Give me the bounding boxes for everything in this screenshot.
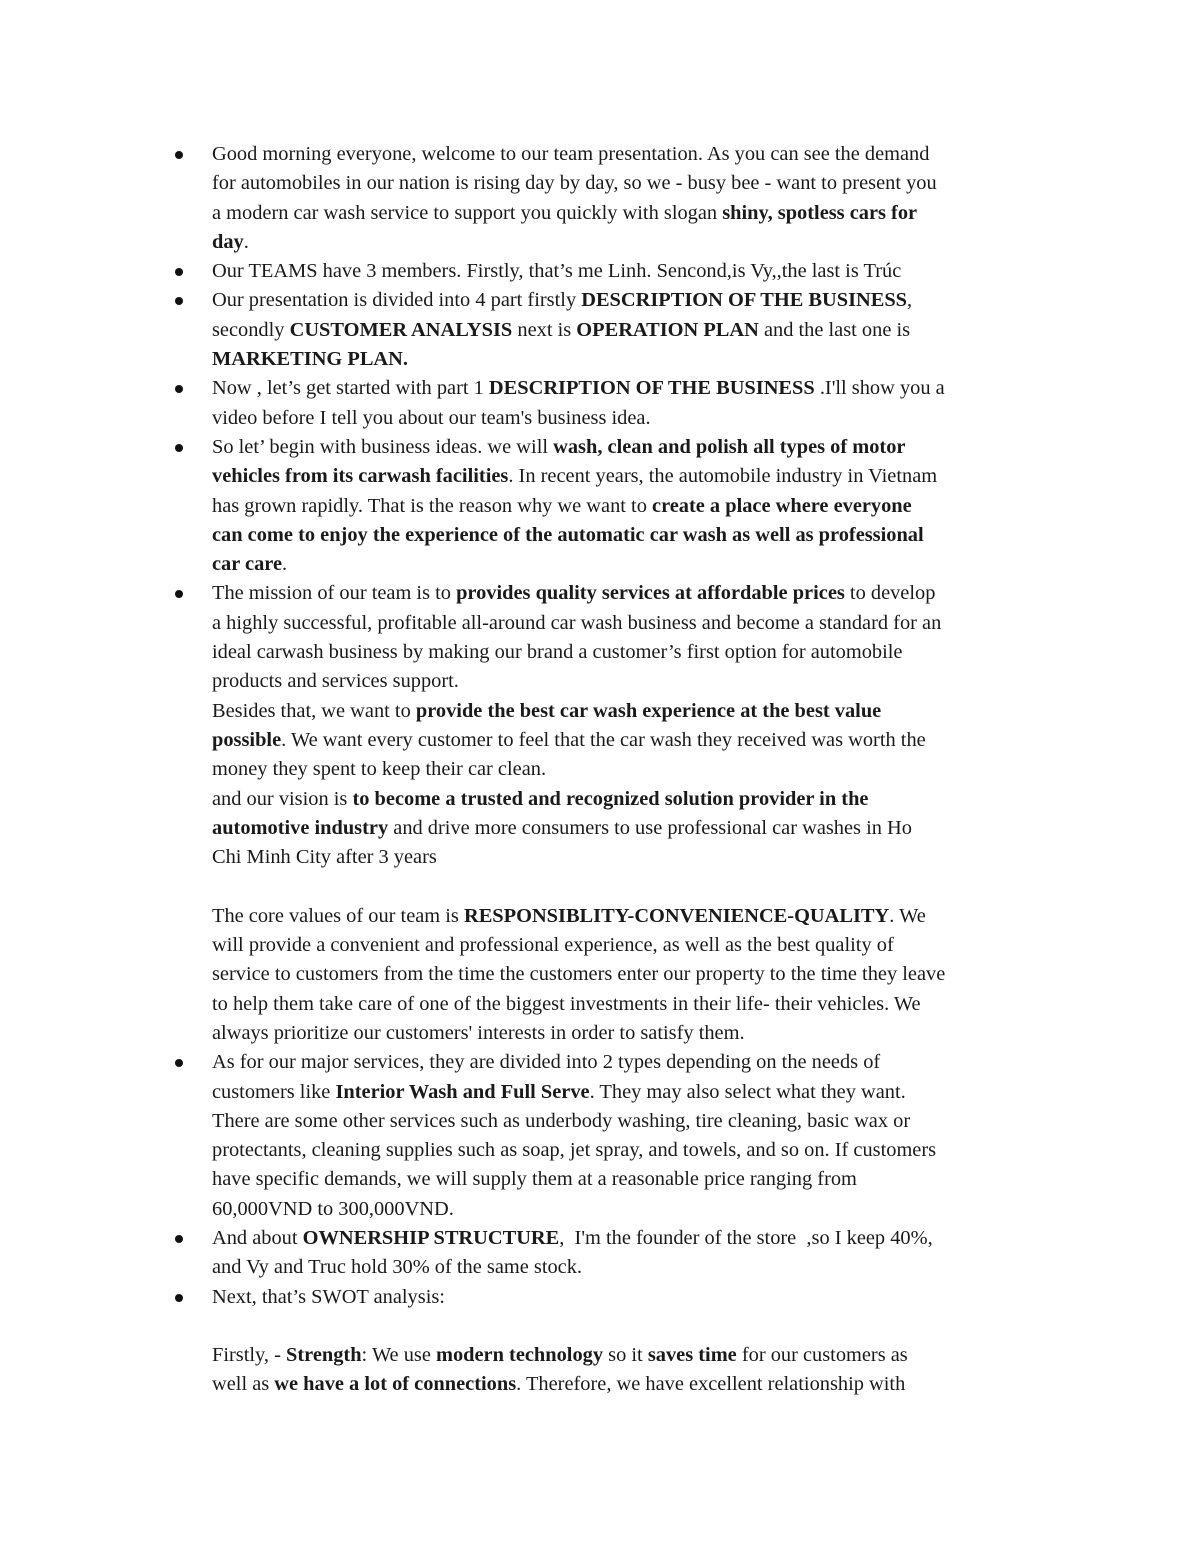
- text-line: [212, 814, 1072, 843]
- text-run: .: [243, 230, 249, 253]
- text-run: , I'm the founder of the store ,so I keep 40%,: [559, 1226, 933, 1249]
- text-line: [212, 433, 1072, 462]
- text-line: [212, 579, 1072, 608]
- bold-text: OPERATION PLAN: [576, 318, 759, 341]
- text-run: and the last one is: [758, 318, 911, 341]
- text-run: have specific demands, we will supply them at a reasonable price ranging from: [212, 1168, 857, 1191]
- bold-text: car care: [212, 553, 283, 576]
- list-item: [0, 1283, 1072, 1400]
- text-line: [212, 199, 1072, 228]
- text-run: money they spent to keep their car clean.: [212, 758, 547, 781]
- text-line: [212, 140, 1072, 169]
- text-run: .: [282, 553, 288, 576]
- bullet-icon: [175, 590, 183, 598]
- text-run: The mission of our team is to: [212, 582, 457, 605]
- text-line: [212, 1253, 1072, 1282]
- text-line: [212, 550, 1072, 579]
- text-run: service to customers from the time the customers enter our property to the time they leave: [212, 963, 946, 986]
- text-run: and our vision is: [212, 787, 353, 810]
- bold-text: provide the best car wash experience at the best value: [415, 699, 882, 722]
- list-item: [0, 140, 1072, 257]
- text-run: . We: [889, 904, 926, 927]
- bold-text: MARKETING PLAN.: [212, 348, 408, 371]
- list-item: [0, 1224, 1072, 1283]
- text-line: [212, 1048, 1072, 1077]
- text-run: video before I tell you about our team's business idea.: [212, 406, 651, 429]
- text-line: [212, 1136, 1072, 1165]
- text-run: . They may also select what they want.: [589, 1080, 906, 1103]
- text-run: . Therefore, we have excellent relationship with: [516, 1373, 906, 1396]
- bold-text: we have a lot of connections: [274, 1373, 517, 1396]
- text-run: Chi Minh City after 3 years: [212, 846, 437, 869]
- text-run: has grown rapidly. That is the reason why we want to: [212, 494, 653, 517]
- text-line: [212, 1019, 1072, 1048]
- text-line: [212, 667, 1072, 696]
- bold-text: possible: [212, 728, 282, 751]
- list-item: [0, 257, 1072, 286]
- text-run: to develop: [844, 582, 936, 605]
- text-run: for our customers as: [736, 1344, 908, 1367]
- text-run: . We want every customer to feel that the car wash they received was worth the: [281, 728, 926, 751]
- text-line: [212, 726, 1072, 755]
- text-run: .I'll show you a: [814, 377, 945, 400]
- bullet-icon: [175, 1294, 183, 1302]
- text-line: [212, 931, 1072, 960]
- list-item: [0, 1048, 1072, 1224]
- text-line: [212, 462, 1072, 491]
- bold-text: Interior Wash and Full Serve: [335, 1080, 590, 1103]
- text-run: and drive more consumers to use professional car washes in Ho: [388, 816, 912, 839]
- bold-text: provides quality services at affordable prices: [456, 582, 845, 605]
- text-run: Good morning everyone, welcome to our team presentation. As you can see the demand: [212, 143, 930, 165]
- text-run: a highly successful, profitable all-around car wash business and become a standard for an: [212, 611, 942, 634]
- text-line: [212, 228, 1072, 257]
- text-line: [212, 609, 1072, 638]
- text-line: [212, 169, 1072, 198]
- list-item: [0, 286, 1072, 374]
- text-line: [212, 1341, 1072, 1370]
- text-line: [212, 374, 1072, 403]
- bullet-icon: [175, 297, 183, 305]
- bold-text: wash, clean and polish all types of motor: [553, 435, 906, 458]
- bold-text: OWNERSHIP STRUCTURE: [302, 1226, 560, 1249]
- bullet-icon: [175, 268, 183, 276]
- text-line: [212, 1107, 1072, 1136]
- text-run: to help them take care of one of the biggest investments in their life- their vehicles. We: [212, 992, 921, 1015]
- text-line: [212, 755, 1072, 784]
- bold-text: DESCRIPTION OF THE BUSINESS: [488, 377, 815, 400]
- text-line: [212, 1370, 1072, 1399]
- text-run: Next, that’s SWOT analysis:: [212, 1285, 445, 1308]
- text-run: will provide a convenient and professional experience, as well as the best quality of: [212, 934, 894, 957]
- text-line: [212, 1078, 1072, 1107]
- text-line: [212, 257, 1072, 286]
- bullet-icon: [175, 385, 183, 393]
- text-line: [212, 345, 1072, 374]
- text-run: Besides that, we want to: [212, 699, 416, 722]
- bold-text: modern technology: [435, 1344, 604, 1367]
- bullet-icon: [175, 151, 183, 159]
- bold-text: shiny, spotless cars for: [722, 201, 918, 224]
- bold-text: DESCRIPTION OF THE BUSINESS: [581, 289, 908, 312]
- text-line: [212, 990, 1072, 1019]
- text-run: for automobiles in our nation is rising day by day, so we - busy bee - want to present you: [212, 172, 937, 195]
- text-line: [212, 492, 1072, 521]
- text-run: Our presentation is divided into 4 part firstly: [212, 289, 582, 312]
- bold-text: to become a trusted and recognized solution provider in the: [352, 787, 869, 810]
- text-run: ,: [907, 289, 913, 312]
- text-line: [212, 960, 1072, 989]
- text-line: [212, 286, 1072, 315]
- text-run: The core values of our team is: [212, 904, 464, 927]
- text-run: products and services support.: [212, 670, 459, 693]
- bold-text: day: [212, 230, 244, 253]
- text-line: [212, 1224, 1072, 1253]
- text-run: protectants, cleaning supplies such as soap, jet spray, and towels, and so on. If customers: [212, 1139, 937, 1162]
- text-run: As for our major services, they are divided into 2 types depending on the needs of: [212, 1051, 881, 1074]
- text-run: . In recent years, the automobile industry in Vietnam: [508, 465, 938, 488]
- bold-text: RESPONSIBLITY-CONVENIENCE-QUALITY: [463, 904, 890, 927]
- text-line: [212, 521, 1072, 550]
- text-run: next is: [512, 318, 577, 341]
- bullet-list: [0, 140, 1072, 1400]
- list-item: [0, 433, 1072, 579]
- bold-text: create a place where everyone: [652, 494, 912, 517]
- list-item: [0, 579, 1072, 1048]
- bold-text: CUSTOMER ANALYSIS: [289, 318, 513, 341]
- text-line: [212, 404, 1072, 433]
- bold-text: Strength: [286, 1344, 362, 1367]
- list-item: [0, 374, 1072, 433]
- text-line: [212, 1283, 1072, 1312]
- bold-text: automotive industry: [212, 816, 389, 839]
- bold-text: vehicles from its carwash facilities: [212, 465, 509, 488]
- text-run: a modern car wash service to support you quickly with slogan: [212, 201, 723, 224]
- text-run: and Vy and Truc hold 30% of the same stock.: [212, 1256, 583, 1279]
- text-line: [212, 638, 1072, 667]
- text-run: Now , let’s get started with part 1: [212, 377, 489, 400]
- text-run: always prioritize our customers' interests in order to satisfy them.: [212, 1021, 745, 1044]
- text-run: secondly: [212, 318, 290, 341]
- blank-line: [212, 872, 1072, 901]
- text-run: So let’ begin with business ideas. we will: [212, 435, 554, 458]
- text-line: [212, 785, 1072, 814]
- blank-line: [212, 1312, 1072, 1341]
- bullet-icon: [175, 1059, 183, 1067]
- bullet-icon: [175, 444, 183, 452]
- text-line: [212, 902, 1072, 931]
- text-run: well as: [212, 1373, 275, 1396]
- text-run: There are some other services such as underbody washing, tire cleaning, basic wax or: [212, 1109, 911, 1132]
- text-run: 60,000VND to 300,000VND.: [212, 1197, 454, 1220]
- bold-text: saves time: [647, 1344, 737, 1367]
- text-run: customers like: [212, 1080, 336, 1103]
- bullet-icon: [175, 1235, 183, 1243]
- text-line: [212, 843, 1072, 872]
- bold-text: can come to enjoy the experience of the automatic car wash as well as professional: [212, 523, 924, 546]
- text-line: [212, 697, 1072, 726]
- text-line: [212, 1165, 1072, 1194]
- text-run: : We use: [361, 1344, 436, 1367]
- text-run: ideal carwash business by making our brand a customer’s first option for automobile: [212, 641, 903, 664]
- text-run: so it: [603, 1344, 648, 1367]
- text-run: Firstly, -: [212, 1344, 287, 1367]
- text-line: [212, 316, 1072, 345]
- text-run: And about: [212, 1226, 303, 1249]
- text-run: Our TEAMS have 3 members. Firstly, that’s me Linh. Sencond,is Vy,,the last is Trúc: [212, 260, 902, 283]
- text-line: [212, 1195, 1072, 1224]
